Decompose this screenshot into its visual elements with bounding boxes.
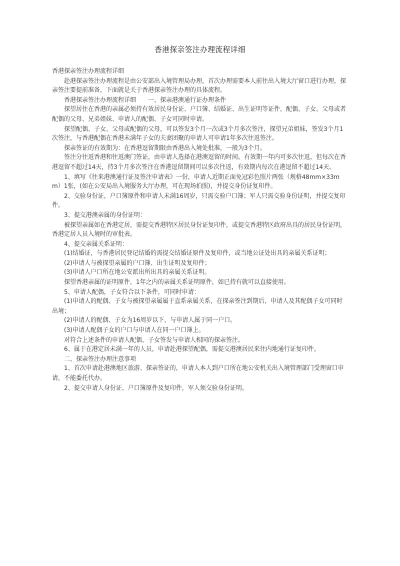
paragraph: (3)申请人配偶子女的户口与申请人在同一户口簿上。 [52, 327, 205, 335]
paragraph: 4、提交亲属关系证明： [52, 240, 128, 248]
paragraph: 对符合上述条件的申请人配偶、子女签发与申请人相同的探亲签注。 [52, 336, 245, 344]
paragraph: 1、首次申请赴港澳地区旅游、探亲签证的，申请人本人到户口所在地公安机关出入境管理部门受理窗口申请，不能委托代办。 [52, 365, 344, 382]
paragraph: (1)申请人的配偶、子女与被探望亲属属于直系亲属关系，在探亲签注到期后，申请人及其配偶子女可同时出境； [52, 298, 343, 315]
paragraph: 探望居住在香港的亲属必须持有效居民身份证、户口簿、结婚证、出生证明等证件，配偶、子女、父母或者配偶的父母、兄弟姐妹、申请人的配偶、子女可同时申请。 [52, 106, 347, 123]
section-heading: 二、探亲签注办理注意事项 [52, 355, 137, 363]
paragraph: (2)申请人与被探望亲属的户口簿、出生证明及复印件； [52, 259, 211, 267]
paragraph: (3)申请人户口所在地公安派出所出具的亲属关系证明。 [52, 269, 211, 277]
paragraph: 探望配偶、子女、父母或配偶的父母，可以签发3个月一次或3个月多次签注，探望兄弟姐妹，签发3个月1次签注，与香港配偶在香港未满年子女的夫妻团聚的申请人可申请1年多次往返签注。 [52, 125, 344, 143]
paragraph: 探望香港亲属的证明原件，1年之内的亲属关系证明原件，如已持有就可以直接使用。 [52, 279, 290, 287]
document-title: 香港探亲签注办理流程详细 [154, 45, 246, 54]
paragraph: 2、交验身份证，户口簿原件和申请人未满16周岁，只需交验户口簿；军人只需交验身份证明，并提交复印件。 [52, 192, 346, 210]
paragraph: 2、提交申请人身份证、户口簿原件及复印件，军人须交验身份证明。 [52, 384, 248, 392]
paragraph: 香港探亲签注办理流程详细 [52, 68, 125, 75]
paragraph: 3、提交港澳亲属的身份证明： [52, 211, 146, 219]
paragraph: 6、属于在港定居未满一年的人员，申请赴港探望配偶，需提交港澳居民来往内地通行证复印件。 [52, 346, 320, 354]
paragraph: (1)结婚证，与香港居民登记结婚的需提交结婚证原件及复印件，或当地公证处出具的亲属关系证明； [52, 250, 331, 258]
paragraph: 1、填写《往来港澳通行证及签注申请表》一份，申请人近期正面免冠彩色照片两张（规格48mm×33mm）1张，(如在公安局出入境服务大厅办理，可在现场拍照)，并提交身份证复印件。 [52, 173, 340, 191]
paragraph: 探亲签证的有效期为：在香港逗留期限由香港出入境处批准，一般为3个月。 [52, 144, 266, 152]
paragraph: 赴港探亲签注办理流程是由公安部出入境管理局办理，首次办理需要本人前往出入境大厅窗口进行办理，探亲签注要提前准备，下面就是关于香港探亲签注办理的具体流程。 [52, 77, 347, 95]
paragraph: 签注分往返香港和往返澳门签证，由申请人选择在港澳逗留的时间。有效期一年内可多次往返，但每次在香港逗留不超过14天，持3个月多次签注在香港逗留期间可以多次往返，有效期内每次在港逗留不超过14天。 [52, 154, 347, 171]
paragraph: 被探望亲属如在香港定居，需提交香港特区居民身份证复印件，或提交香港特区政府出具的居民身份证明，香港定居人员入境时的审批表。 [52, 221, 347, 239]
paragraph: 5、申请人配偶，子女符合以下条件，可同时申请： [52, 288, 200, 296]
paragraph: (2)申请人的配偶、子女为16周岁以下，与申请人属于同一户口。 [52, 317, 237, 325]
paragraph: 香港探亲签注办理流程详细 一、探亲港澳通行证办理条件 [52, 96, 227, 104]
document-body [52, 67, 348, 393]
